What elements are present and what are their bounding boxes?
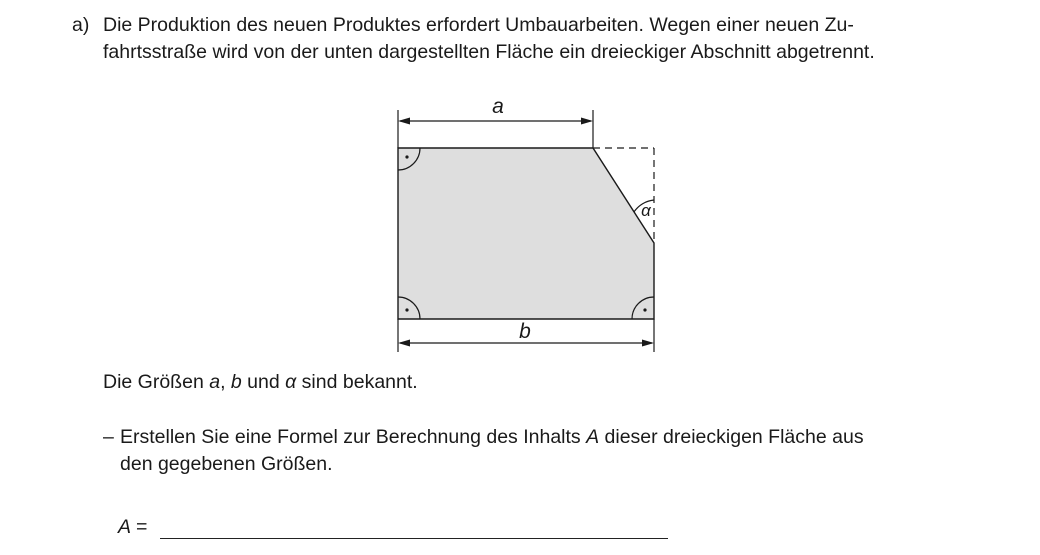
subtask-line-1: Erstellen Sie eine Formel zur Berechnung des Inhalts A dieser dreieckigen Fläche aus: [120, 426, 864, 448]
subtask-line-2: den gegebenen Größen.: [120, 453, 333, 475]
given-a: a: [209, 371, 221, 393]
dimension-a-right-arrow: [581, 118, 593, 125]
task-text-line-1: Die Produktion des neuen Produktes erfordert Umbauarbeiten. Wegen einer neuen Zu-: [103, 14, 854, 36]
dimension-a-left-arrow: [398, 118, 410, 125]
answer-label: [118, 514, 147, 541]
right-angle-dot-bottom-right: [643, 308, 646, 311]
subtask-text: [120, 424, 1003, 478]
task-text-line-2: fahrtsstraße wird von der unten dargestellten Fläche ein dreieckiger Abschnitt abgetrennt.: [103, 41, 875, 63]
task-text: [103, 12, 1012, 66]
subtask-bullet: [103, 424, 1003, 478]
dimension-b-right-arrow: [642, 340, 654, 347]
given-quantities: Die Größen a, b und α sind bekannt.: [103, 371, 418, 393]
right-angle-dot-top-left: [405, 155, 408, 158]
task-a: [72, 12, 1012, 66]
given-b: b: [230, 371, 242, 393]
label-b: b: [519, 320, 531, 343]
remaining-area: [398, 148, 654, 319]
given-alpha: α: [285, 371, 297, 393]
task-letter: a): [72, 14, 90, 36]
label-alpha: α: [641, 201, 651, 220]
dimension-b-left-arrow: [398, 340, 410, 347]
answer-blank-line[interactable]: [160, 538, 668, 539]
bullet-dash: –: [103, 426, 114, 448]
trapezoid-figure: [380, 92, 670, 362]
label-a: a: [492, 95, 504, 118]
symbol-a: A: [586, 426, 600, 448]
right-angle-dot-bottom-left: [405, 308, 408, 311]
answer-lhs: A =: [118, 516, 148, 538]
